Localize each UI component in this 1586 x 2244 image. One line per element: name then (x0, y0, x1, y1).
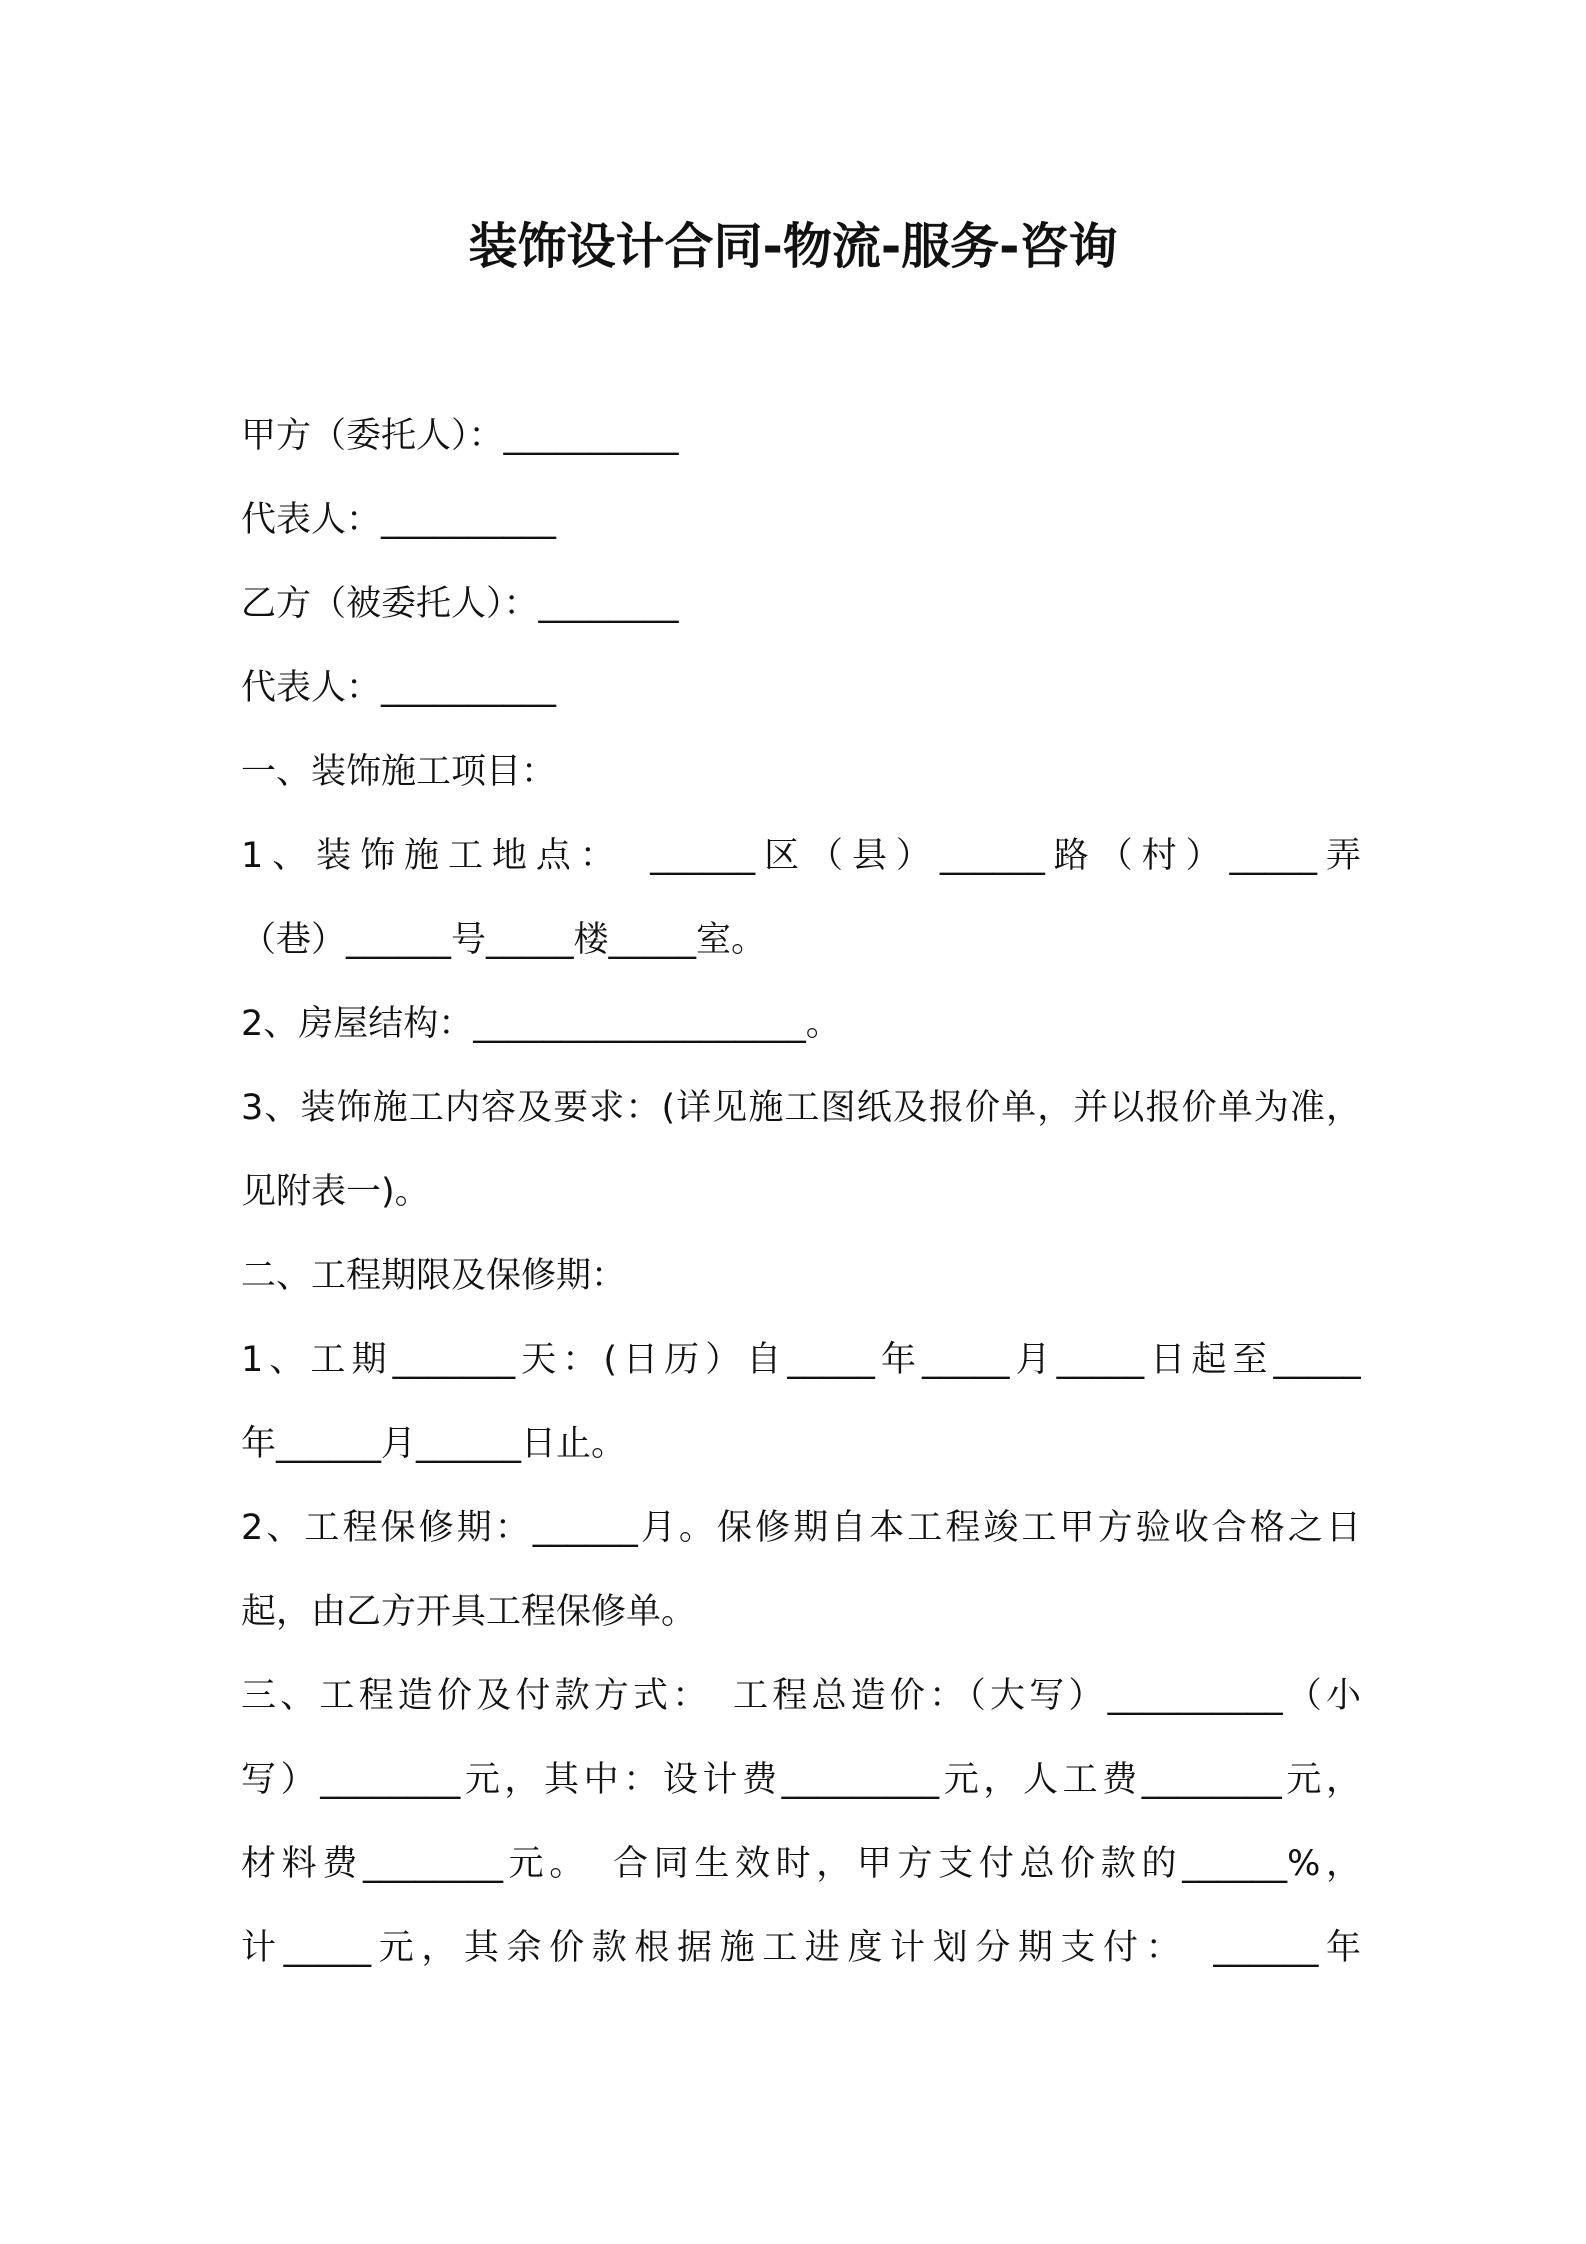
party-a-representative-line: 代表人：__________ (241, 500, 557, 540)
construction-period-line-1: 1、工期_______天：(日历）自_____年_____月_____日起至_____ (241, 1340, 1361, 1380)
payment-line-1: 写）________元，其中：设计费_________元，人工费________元， (241, 1760, 1361, 1800)
construction-content-line-2: 见附表一)。 (241, 1172, 430, 1212)
construction-location-line-1: 1、装饰施工地点： ______区（县）______路（村）_____弄 (241, 836, 1361, 876)
house-structure-line: 2、房屋结构：___________________。 (241, 1004, 841, 1044)
party-b-contractor-line: 乙方（被委托人）：________ (241, 584, 679, 624)
section-2-heading: 二、工程期限及保修期： (241, 1256, 627, 1296)
party-a-client-line: 甲方（委托人）：__________ (241, 416, 679, 456)
section-3-heading-line: 三、工程造价及付款方式： 工程总造价：（大写）__________（小 (241, 1676, 1361, 1716)
warranty-period-line-1: 2、工程保修期：______月。保修期自本工程竣工甲方验收合格之日 (241, 1508, 1361, 1548)
payment-line-3: 计_____元，其余价款根据施工进度计划分期支付： ______年 (241, 1928, 1361, 1968)
payment-line-2: 材料费________元。 合同生效时，甲方支付总价款的______%， (241, 1844, 1361, 1884)
document-title: 装饰设计合同-物流-服务-咨询 (468, 218, 1118, 275)
construction-location-line-2: （巷）______号_____楼_____室。 (241, 920, 767, 960)
warranty-period-line-2: 起，由乙方开具工程保修单。 (241, 1592, 697, 1632)
section-1-heading: 一、装饰施工项目： (241, 752, 557, 792)
construction-content-line-1: 3、装饰施工内容及要求：(详见施工图纸及报价单，并以报价单为准， (241, 1088, 1361, 1128)
construction-period-line-2: 年______月______日止。 (241, 1424, 627, 1464)
party-b-representative-line: 代表人：__________ (241, 668, 557, 708)
